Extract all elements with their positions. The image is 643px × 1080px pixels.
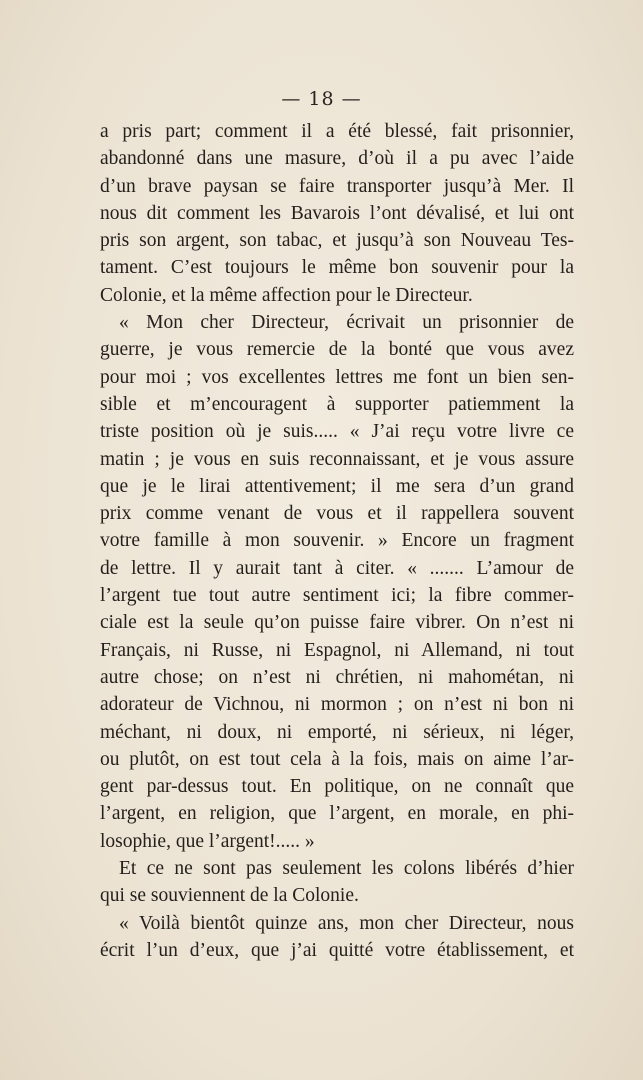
text-line: l’argent, en religion, que l’argent, en morale, en phi- [100, 803, 574, 825]
text-line: adorateur de Vichnou, ni mormon ; on n’est ni bon ni [100, 694, 574, 716]
text-line: guerre, je vous remercie de la bonté que vous avez [100, 339, 574, 361]
text-line: que je le lirai attentivement; il me sera d’un grand [100, 475, 574, 497]
text-line: autre chose; on n’est ni chrétien, ni mahométan, ni [100, 666, 574, 688]
text-line: ou plutôt, on est tout cela à la fois, mais on aime l’ar- [100, 748, 574, 770]
text-line: gent par-dessus tout. En politique, on ne connaît que [100, 776, 574, 798]
text-line: l’argent tue tout autre sentiment ici; la fibre commer- [100, 585, 574, 607]
page-number: — 18 — [281, 88, 362, 110]
text-line: tament. C’est toujours le même bon souvenir pour la [100, 257, 574, 279]
text-line: Français, ni Russe, ni Espagnol, ni Allemand, ni tout [100, 639, 574, 661]
text-line: méchant, ni doux, ni emporté, ni sérieux, ni léger, [100, 721, 574, 743]
text-line: pour moi ; vos excellentes lettres me font un bien sen- [100, 366, 574, 388]
text-line: sible et m’encouragent à supporter patiemment la [100, 393, 574, 415]
text-line: « Voilà bientôt quinze ans, mon cher Directeur, nous [119, 912, 574, 934]
text-line: nous dit comment les Bavarois l’ont dévalisé, et lui ont [100, 202, 574, 224]
text-line: Et ce ne sont pas seulement les colons libérés d’hier [119, 858, 574, 880]
text-line: qui se souviennent de la Colonie. [100, 885, 359, 907]
text-line: pris son argent, son tabac, et jusqu’à son Nouveau Tes- [100, 230, 574, 252]
text-line: Colonie, et la même affection pour le Directeur. [100, 284, 473, 306]
text-line: triste position où je suis..... « J’ai reçu votre livre ce [100, 421, 574, 443]
text-line: « Mon cher Directeur, écrivait un prisonnier de [119, 312, 574, 334]
page-body [100, 118, 574, 964]
text-line: matin ; je vous en suis reconnaissant, et je vous assure [100, 448, 574, 470]
text-line: d’un brave paysan se faire transporter jusqu’à Mer. Il [100, 175, 574, 197]
text-line: ciale est la seule qu’on puisse faire vibrer. On n’est ni [100, 612, 574, 634]
text-line: votre famille à mon souvenir. » Encore un fragment [100, 530, 574, 552]
text-line: a pris part; comment il a été blessé, fait prisonnier, [100, 121, 574, 142]
text-line: losophie, que l’argent!..... » [100, 830, 315, 852]
text-line: de lettre. Il y aurait tant à citer. « ....... L’amour de [100, 557, 574, 579]
text-line: prix comme venant de vous et il rappellera souvent [100, 503, 574, 525]
text-line: écrit l’un d’eux, que j’ai quitté votre établissement, et [100, 939, 574, 961]
text-line: abandonné dans une masure, d’où il a pu avec l’aide [100, 148, 574, 170]
